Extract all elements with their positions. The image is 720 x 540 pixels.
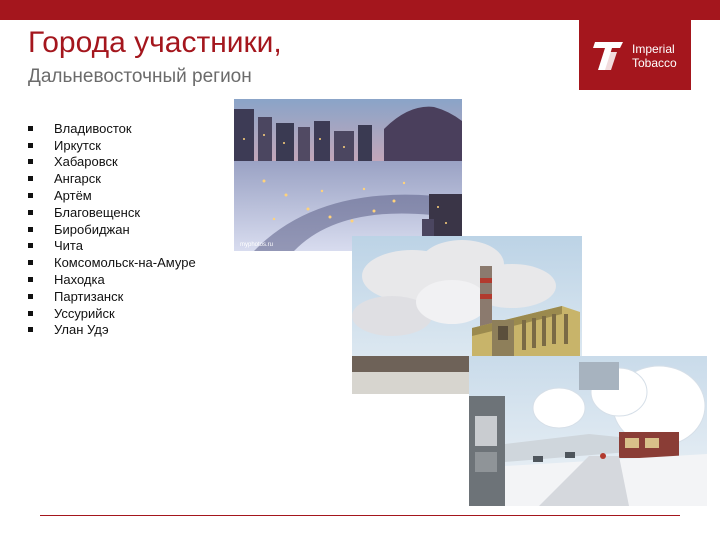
page-subtitle: Дальневосточный регион — [28, 66, 252, 87]
list-item — [28, 305, 196, 322]
city-name: Партизанск — [54, 288, 124, 304]
photo-snowy-street — [469, 356, 707, 506]
list-item — [28, 221, 196, 238]
bullet-icon — [28, 243, 33, 248]
list-item — [28, 154, 196, 171]
city-name: Комсомольск-на-Амуре — [54, 255, 196, 271]
city-name: Владивосток — [54, 120, 132, 136]
bullet-icon — [28, 143, 33, 148]
city-name: Уссурийск — [54, 305, 115, 321]
list-item — [28, 187, 196, 204]
bullet-icon — [28, 260, 33, 265]
logo-text-line1: Imperial — [632, 42, 675, 56]
city-name: Хабаровск — [54, 154, 118, 170]
city-name: Ангарск — [54, 171, 101, 187]
list-item — [28, 204, 196, 221]
list-item — [28, 254, 196, 271]
city-list — [28, 120, 196, 338]
list-item — [28, 322, 196, 339]
city-name: Благовещенск — [54, 204, 141, 220]
logo-mark-icon — [589, 38, 629, 74]
bullet-icon — [28, 277, 33, 282]
photo-night-city — [234, 99, 462, 251]
bullet-icon — [28, 193, 33, 198]
list-item — [28, 120, 196, 137]
list-item — [28, 271, 196, 288]
logo-text-line2: Tobacco — [632, 56, 677, 70]
imperial-tobacco-logo — [579, 20, 691, 90]
bullet-icon — [28, 311, 33, 316]
city-name: Чита — [54, 238, 83, 254]
bullet-icon — [28, 159, 33, 164]
city-name: Биробиджан — [54, 221, 130, 237]
list-item — [28, 288, 196, 305]
list-item — [28, 238, 196, 255]
bullet-icon — [28, 327, 33, 332]
footer-divider — [40, 515, 680, 516]
bullet-icon — [28, 176, 33, 181]
list-item — [28, 170, 196, 187]
bullet-icon — [28, 227, 33, 232]
city-name: Улан Удэ — [54, 322, 109, 338]
list-item — [28, 137, 196, 154]
city-name: Находка — [54, 272, 105, 288]
page-title: Города участники, — [28, 26, 282, 59]
photo-watermark: myphotos.ru — [240, 242, 274, 248]
city-name: Артём — [54, 188, 92, 204]
bullet-icon — [28, 210, 33, 215]
bullet-icon — [28, 294, 33, 299]
top-accent-bar — [0, 0, 720, 20]
city-name: Иркутск — [54, 137, 101, 153]
bullet-icon — [28, 126, 33, 131]
